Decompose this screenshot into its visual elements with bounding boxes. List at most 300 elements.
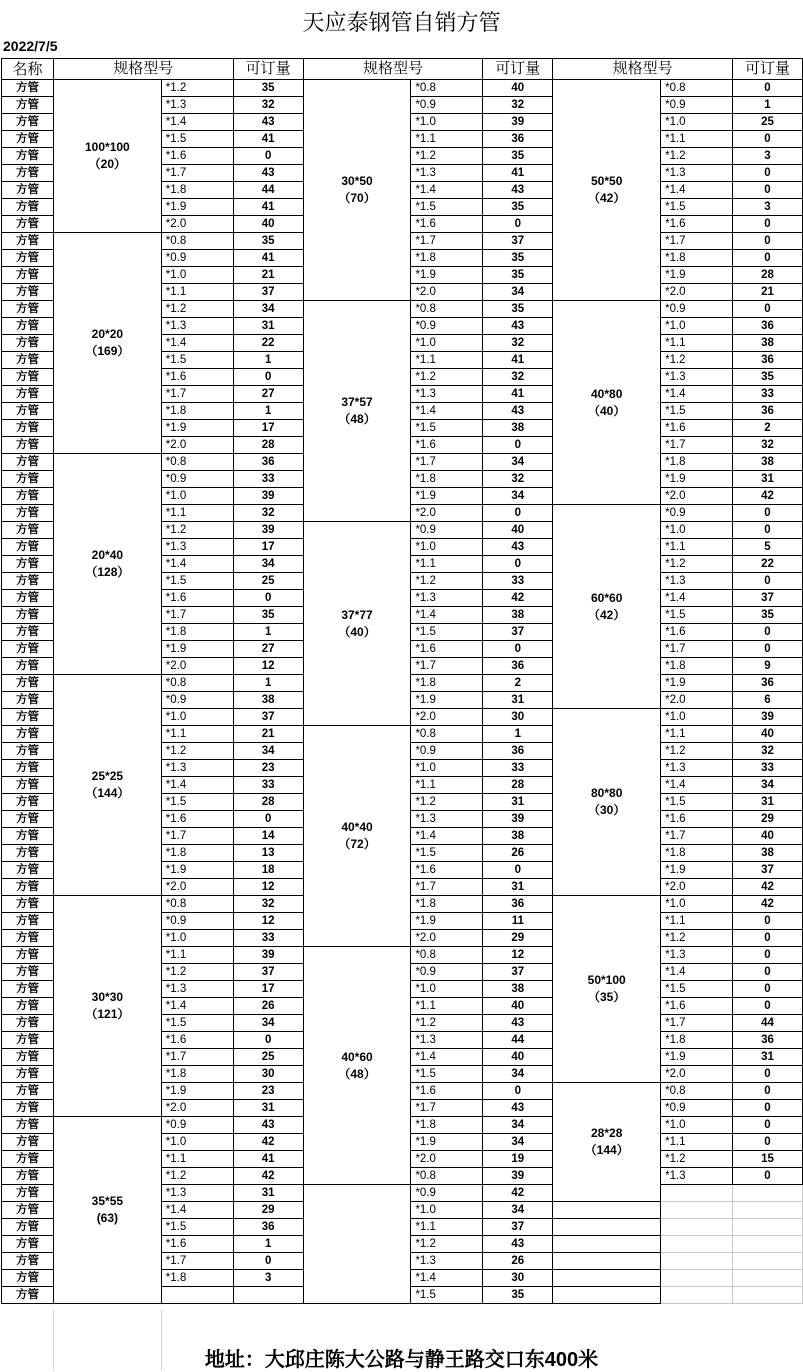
size-group-cell: 30*30 （121） [53, 896, 161, 1117]
spec-2-cell: *1.3 [411, 811, 483, 828]
spec-1-cell: *0.9 [161, 250, 233, 267]
row-label-cell: 方管 [2, 1287, 54, 1304]
qty-1-cell: 17 [233, 420, 303, 437]
qty-2-cell: 37 [483, 233, 553, 250]
row-label-cell: 方管 [2, 624, 54, 641]
size-group-cell [303, 1185, 411, 1304]
qty-1-cell: 43 [233, 165, 303, 182]
qty-2-cell: 35 [483, 199, 553, 216]
row-label-cell: 方管 [2, 879, 54, 896]
qty-3-cell: 0 [733, 182, 803, 199]
spec-1-cell: *1.0 [161, 709, 233, 726]
qty-1-cell: 37 [233, 709, 303, 726]
qty-2-cell: 40 [483, 522, 553, 539]
spec-2-cell: *0.8 [411, 80, 483, 97]
spec-3-cell: *1.6 [661, 420, 733, 437]
spec-1-cell: *1.2 [161, 743, 233, 760]
spec-1-cell: *1.2 [161, 964, 233, 981]
spec-3-cell: *2.0 [661, 879, 733, 896]
spec-2-cell: *1.5 [411, 845, 483, 862]
spec-2-cell: *1.6 [411, 862, 483, 879]
spec-2-cell: *1.1 [411, 1219, 483, 1236]
qty-1-cell: 23 [233, 760, 303, 777]
spec-2-cell: *1.9 [411, 267, 483, 284]
spec-2-cell: *0.9 [411, 964, 483, 981]
spec-3-cell: *1.6 [661, 624, 733, 641]
spec-1-cell: *1.0 [161, 488, 233, 505]
row-label-cell: 方管 [2, 1236, 54, 1253]
spec-2-cell: *0.8 [411, 947, 483, 964]
qty-3-cell: 31 [733, 794, 803, 811]
spec-1-cell: *1.6 [161, 811, 233, 828]
spec-1-cell: *1.5 [161, 1015, 233, 1032]
qty-2-cell: 42 [483, 1185, 553, 1202]
-cell [553, 1253, 661, 1270]
qty-1-cell: 43 [233, 114, 303, 131]
spec-3-cell: *1.1 [661, 335, 733, 352]
spec-1-cell: *1.5 [161, 1219, 233, 1236]
spec-3-cell: *1.9 [661, 862, 733, 879]
spec-1-cell: *1.2 [161, 301, 233, 318]
row-label-cell: 方管 [2, 80, 54, 97]
spec-2-cell: *1.0 [411, 335, 483, 352]
qty-3-cell: 36 [733, 403, 803, 420]
qty-2-cell: 34 [483, 1117, 553, 1134]
spec-3-cell: *1.6 [661, 998, 733, 1015]
qty-3-cell: 0 [733, 80, 803, 97]
qty-3-cell: 31 [733, 1049, 803, 1066]
spec-3-cell: *1.2 [661, 352, 733, 369]
qty-1-cell: 34 [233, 301, 303, 318]
spec-2-cell: *1.8 [411, 471, 483, 488]
size-group-cell: 30*50 （70） [303, 80, 411, 301]
row-label-cell: 方管 [2, 998, 54, 1015]
qty-3-cell: 40 [733, 726, 803, 743]
spec-1-cell: *1.4 [161, 114, 233, 131]
spec-2-cell: *1.5 [411, 1287, 483, 1304]
row-label-cell: 方管 [2, 1032, 54, 1049]
row-label-cell: 方管 [2, 301, 54, 318]
qty-2-cell: 33 [483, 573, 553, 590]
spec-2-cell: *1.7 [411, 879, 483, 896]
qty-1-cell: 21 [233, 726, 303, 743]
qty-3-cell: 32 [733, 743, 803, 760]
row-label-cell: 方管 [2, 318, 54, 335]
spec-2-cell: *1.4 [411, 607, 483, 624]
qty-3-cell: 0 [733, 930, 803, 947]
qty-3-cell [733, 1287, 803, 1304]
spec-1-cell: *1.4 [161, 335, 233, 352]
spec-3-cell: *0.9 [661, 301, 733, 318]
qty-3-cell: 33 [733, 386, 803, 403]
qty-1-cell: 0 [233, 1253, 303, 1270]
spec-3-cell: *1.5 [661, 199, 733, 216]
qty-2-cell: 34 [483, 1134, 553, 1151]
spec-1-cell: *1.5 [161, 131, 233, 148]
qty-3-cell: 37 [733, 862, 803, 879]
spec-1-cell: *0.8 [161, 675, 233, 692]
qty-1-cell: 30 [233, 1066, 303, 1083]
spec-2-cell: *1.5 [411, 420, 483, 437]
row-label-cell: 方管 [2, 692, 54, 709]
spec-1-cell: *0.9 [161, 471, 233, 488]
qty-3-cell: 42 [733, 879, 803, 896]
qty-1-cell: 41 [233, 1151, 303, 1168]
spec-3-cell: *1.4 [661, 182, 733, 199]
qty-1-cell: 34 [233, 743, 303, 760]
qty-3-cell: 28 [733, 267, 803, 284]
spec-1-cell: *1.1 [161, 505, 233, 522]
spec-3-cell: *1.8 [661, 845, 733, 862]
spec-2-cell: *2.0 [411, 930, 483, 947]
row-label-cell: 方管 [2, 1015, 54, 1032]
qty-1-cell: 41 [233, 250, 303, 267]
spec-3-cell: *1.0 [661, 522, 733, 539]
qty-1-cell: 42 [233, 1168, 303, 1185]
row-label-cell: 方管 [2, 369, 54, 386]
header-name: 名称 [2, 59, 54, 80]
spec-3-cell: *1.2 [661, 1151, 733, 1168]
qty-2-cell: 28 [483, 777, 553, 794]
table-row [2, 80, 803, 97]
qty-3-cell: 0 [733, 913, 803, 930]
row-label-cell: 方管 [2, 420, 54, 437]
spec-2-cell: *1.2 [411, 1015, 483, 1032]
qty-1-cell: 1 [233, 352, 303, 369]
spec-1-cell: *1.9 [161, 862, 233, 879]
spec-2-cell: *2.0 [411, 1151, 483, 1168]
qty-1-cell: 21 [233, 267, 303, 284]
size-group-cell: 40*40 （72） [303, 726, 411, 947]
qty-2-cell: 40 [483, 1049, 553, 1066]
spec-2-cell: *1.2 [411, 573, 483, 590]
row-label-cell: 方管 [2, 454, 54, 471]
spec-2-cell: *1.4 [411, 828, 483, 845]
spec-3-cell: *1.5 [661, 403, 733, 420]
qty-3-cell: 35 [733, 369, 803, 386]
qty-1-cell: 40 [233, 216, 303, 233]
spec-3-cell: *1.7 [661, 437, 733, 454]
spec-3-cell [661, 1219, 733, 1236]
qty-2-cell: 35 [483, 250, 553, 267]
row-label-cell: 方管 [2, 845, 54, 862]
spec-2-cell: *0.8 [411, 1168, 483, 1185]
spec-1-cell: *1.5 [161, 352, 233, 369]
spec-3-cell: *1.9 [661, 675, 733, 692]
spec-1-cell: *0.8 [161, 454, 233, 471]
spec-1-cell: *1.6 [161, 369, 233, 386]
header-qty-1: 可订量 [233, 59, 303, 80]
spec-2-cell: *1.0 [411, 539, 483, 556]
spec-2-cell: *1.6 [411, 437, 483, 454]
size-group-cell: 20*40 （128） [53, 454, 161, 675]
qty-2-cell: 40 [483, 80, 553, 97]
spec-1-cell: *2.0 [161, 1100, 233, 1117]
qty-2-cell: 0 [483, 216, 553, 233]
spec-1-cell: *1.8 [161, 182, 233, 199]
row-label-cell: 方管 [2, 131, 54, 148]
spec-1-cell: *1.7 [161, 165, 233, 182]
spec-1-cell: *1.2 [161, 522, 233, 539]
qty-1-cell: 33 [233, 471, 303, 488]
spec-3-cell: *1.8 [661, 658, 733, 675]
spec-1-cell: *0.9 [161, 692, 233, 709]
spec-1-cell: *1.5 [161, 573, 233, 590]
size-group-cell: 50*50 （42） [553, 80, 661, 301]
-cell [553, 1202, 661, 1219]
size-group-cell: 37*57 （48） [303, 301, 411, 522]
qty-3-cell: 42 [733, 896, 803, 913]
spec-3-cell: *1.0 [661, 896, 733, 913]
spec-1-cell: *1.7 [161, 828, 233, 845]
spec-2-cell: *1.5 [411, 199, 483, 216]
qty-1-cell: 0 [233, 148, 303, 165]
qty-3-cell [733, 1202, 803, 1219]
qty-1-cell: 44 [233, 182, 303, 199]
qty-1-cell: 28 [233, 437, 303, 454]
spec-3-cell: *1.9 [661, 267, 733, 284]
spec-3-cell: *0.8 [661, 80, 733, 97]
spec-3-cell: *1.2 [661, 556, 733, 573]
qty-3-cell: 9 [733, 658, 803, 675]
spec-1-cell: *1.3 [161, 97, 233, 114]
spec-3-cell: *1.8 [661, 250, 733, 267]
qty-2-cell: 39 [483, 811, 553, 828]
spec-1-cell: *1.1 [161, 947, 233, 964]
qty-2-cell: 2 [483, 675, 553, 692]
qty-3-cell: 0 [733, 964, 803, 981]
row-label-cell: 方管 [2, 1066, 54, 1083]
spec-2-cell: *0.9 [411, 743, 483, 760]
row-label-cell: 方管 [2, 182, 54, 199]
qty-3-cell: 36 [733, 1032, 803, 1049]
spec-2-cell: *1.6 [411, 641, 483, 658]
spec-3-cell [661, 1253, 733, 1270]
-cell [553, 1270, 661, 1287]
spec-1-cell: *1.8 [161, 1066, 233, 1083]
spec-2-cell: *0.9 [411, 522, 483, 539]
qty-3-cell: 36 [733, 318, 803, 335]
qty-2-cell: 31 [483, 879, 553, 896]
row-label-cell: 方管 [2, 1049, 54, 1066]
size-group-cell: 28*28 （144） [553, 1083, 661, 1202]
qty-3-cell [733, 1253, 803, 1270]
row-label-cell: 方管 [2, 539, 54, 556]
qty-3-cell: 35 [733, 607, 803, 624]
qty-1-cell: 38 [233, 692, 303, 709]
row-label-cell: 方管 [2, 267, 54, 284]
spec-3-cell [661, 1202, 733, 1219]
qty-2-cell: 30 [483, 709, 553, 726]
qty-1-cell: 25 [233, 573, 303, 590]
qty-3-cell: 1 [733, 97, 803, 114]
spec-2-cell: *1.8 [411, 675, 483, 692]
spec-1-cell: *1.8 [161, 845, 233, 862]
qty-3-cell: 0 [733, 981, 803, 998]
qty-3-cell: 0 [733, 1134, 803, 1151]
row-label-cell: 方管 [2, 573, 54, 590]
row-label-cell: 方管 [2, 97, 54, 114]
row-label-cell: 方管 [2, 1253, 54, 1270]
spec-3-cell: *1.4 [661, 777, 733, 794]
spec-2-cell: *1.2 [411, 369, 483, 386]
qty-1-cell: 3 [233, 1270, 303, 1287]
row-label-cell: 方管 [2, 352, 54, 369]
spec-3-cell: *1.1 [661, 539, 733, 556]
spec-3-cell: *1.2 [661, 743, 733, 760]
spec-1-cell: *0.8 [161, 233, 233, 250]
row-label-cell: 方管 [2, 284, 54, 301]
spec-3-cell: *1.9 [661, 471, 733, 488]
header-spec-3: 规格型号 [553, 59, 733, 80]
qty-2-cell: 0 [483, 505, 553, 522]
qty-3-cell: 0 [733, 216, 803, 233]
spec-2-cell: *1.4 [411, 1270, 483, 1287]
row-label-cell: 方管 [2, 1151, 54, 1168]
spec-3-cell: *1.1 [661, 1134, 733, 1151]
qty-1-cell: 12 [233, 913, 303, 930]
qty-3-cell: 0 [733, 573, 803, 590]
qty-2-cell: 43 [483, 318, 553, 335]
qty-2-cell: 35 [483, 148, 553, 165]
spec-2-cell: *1.0 [411, 1202, 483, 1219]
row-label-cell: 方管 [2, 148, 54, 165]
qty-1-cell: 33 [233, 777, 303, 794]
qty-2-cell: 38 [483, 981, 553, 998]
row-label-cell: 方管 [2, 590, 54, 607]
size-group-cell: 40*80 （40） [553, 301, 661, 505]
spec-1-cell: *1.4 [161, 556, 233, 573]
qty-1-cell: 31 [233, 1185, 303, 1202]
qty-2-cell: 34 [483, 1066, 553, 1083]
spec-3-cell [661, 1287, 733, 1304]
qty-1-cell: 35 [233, 233, 303, 250]
size-group-cell: 37*77 （40） [303, 522, 411, 726]
spec-1-cell: *1.0 [161, 267, 233, 284]
qty-1-cell: 23 [233, 1083, 303, 1100]
spec-3-cell: *1.3 [661, 165, 733, 182]
qty-3-cell [733, 1219, 803, 1236]
row-label-cell: 方管 [2, 1219, 54, 1236]
spec-1-cell: *1.6 [161, 1032, 233, 1049]
qty-2-cell: 32 [483, 97, 553, 114]
qty-3-cell: 42 [733, 488, 803, 505]
row-label-cell: 方管 [2, 437, 54, 454]
row-label-cell: 方管 [2, 1185, 54, 1202]
qty-1-cell: 35 [233, 607, 303, 624]
spec-2-cell: *1.8 [411, 1117, 483, 1134]
qty-3-cell: 44 [733, 1015, 803, 1032]
spec-3-cell: *1.7 [661, 1015, 733, 1032]
spec-3-cell [661, 1185, 733, 1202]
qty-2-cell: 0 [483, 556, 553, 573]
qty-3-cell: 34 [733, 777, 803, 794]
qty-1-cell: 17 [233, 981, 303, 998]
qty-2-cell: 33 [483, 760, 553, 777]
qty-3-cell [733, 1236, 803, 1253]
qty-2-cell: 41 [483, 165, 553, 182]
spec-2-cell: *1.1 [411, 352, 483, 369]
qty-1-cell: 0 [233, 1032, 303, 1049]
qty-1-cell: 22 [233, 335, 303, 352]
qty-3-cell: 0 [733, 1066, 803, 1083]
qty-3-cell [733, 1185, 803, 1202]
row-label-cell: 方管 [2, 947, 54, 964]
header-qty-3: 可订量 [733, 59, 803, 80]
spec-1-cell: *1.2 [161, 80, 233, 97]
spec-1-cell: *1.7 [161, 386, 233, 403]
qty-1-cell: 32 [233, 896, 303, 913]
header-spec-1: 规格型号 [53, 59, 233, 80]
qty-2-cell: 40 [483, 998, 553, 1015]
spec-2-cell: *1.1 [411, 131, 483, 148]
row-label-cell: 方管 [2, 1134, 54, 1151]
qty-2-cell: 35 [483, 301, 553, 318]
spec-2-cell: *1.3 [411, 590, 483, 607]
spec-3-cell [661, 1270, 733, 1287]
spec-3-cell: *1.0 [661, 709, 733, 726]
qty-1-cell: 18 [233, 862, 303, 879]
spec-3-cell: *1.7 [661, 233, 733, 250]
qty-3-cell: 29 [733, 811, 803, 828]
spec-3-cell: *1.3 [661, 947, 733, 964]
spec-1-cell: *2.0 [161, 216, 233, 233]
spec-1-cell: *1.7 [161, 1049, 233, 1066]
spec-1-cell: *1.2 [161, 1168, 233, 1185]
qty-2-cell: 26 [483, 1253, 553, 1270]
qty-2-cell: 43 [483, 539, 553, 556]
spec-1-cell: *1.9 [161, 420, 233, 437]
qty-1-cell: 1 [233, 403, 303, 420]
spec-3-cell: *2.0 [661, 1066, 733, 1083]
qty-3-cell: 3 [733, 148, 803, 165]
qty-1-cell [233, 1287, 303, 1304]
spec-1-cell: *1.4 [161, 777, 233, 794]
qty-2-cell: 34 [483, 284, 553, 301]
spec-2-cell: *1.1 [411, 556, 483, 573]
spec-3-cell: *1.1 [661, 726, 733, 743]
spec-3-cell: *1.6 [661, 811, 733, 828]
spec-2-cell: *1.9 [411, 913, 483, 930]
qty-1-cell: 12 [233, 658, 303, 675]
spec-2-cell: *1.7 [411, 454, 483, 471]
spec-3-cell: *1.2 [661, 148, 733, 165]
-cell [553, 1219, 661, 1236]
spec-2-cell: *2.0 [411, 709, 483, 726]
qty-2-cell: 37 [483, 624, 553, 641]
qty-1-cell: 1 [233, 1236, 303, 1253]
qty-1-cell: 31 [233, 318, 303, 335]
qty-3-cell: 15 [733, 1151, 803, 1168]
qty-1-cell: 36 [233, 1219, 303, 1236]
spec-1-cell: *2.0 [161, 658, 233, 675]
row-label-cell: 方管 [2, 828, 54, 845]
qty-3-cell: 37 [733, 590, 803, 607]
qty-3-cell: 0 [733, 301, 803, 318]
qty-1-cell: 31 [233, 1100, 303, 1117]
spec-2-cell: *2.0 [411, 505, 483, 522]
qty-3-cell: 0 [733, 1168, 803, 1185]
qty-2-cell: 41 [483, 352, 553, 369]
row-label-cell: 方管 [2, 709, 54, 726]
qty-2-cell: 19 [483, 1151, 553, 1168]
qty-1-cell: 32 [233, 97, 303, 114]
qty-2-cell: 38 [483, 420, 553, 437]
qty-3-cell: 0 [733, 505, 803, 522]
size-group-cell: 35*55 (63) [53, 1117, 161, 1304]
qty-3-cell: 2 [733, 420, 803, 437]
row-label-cell: 方管 [2, 964, 54, 981]
